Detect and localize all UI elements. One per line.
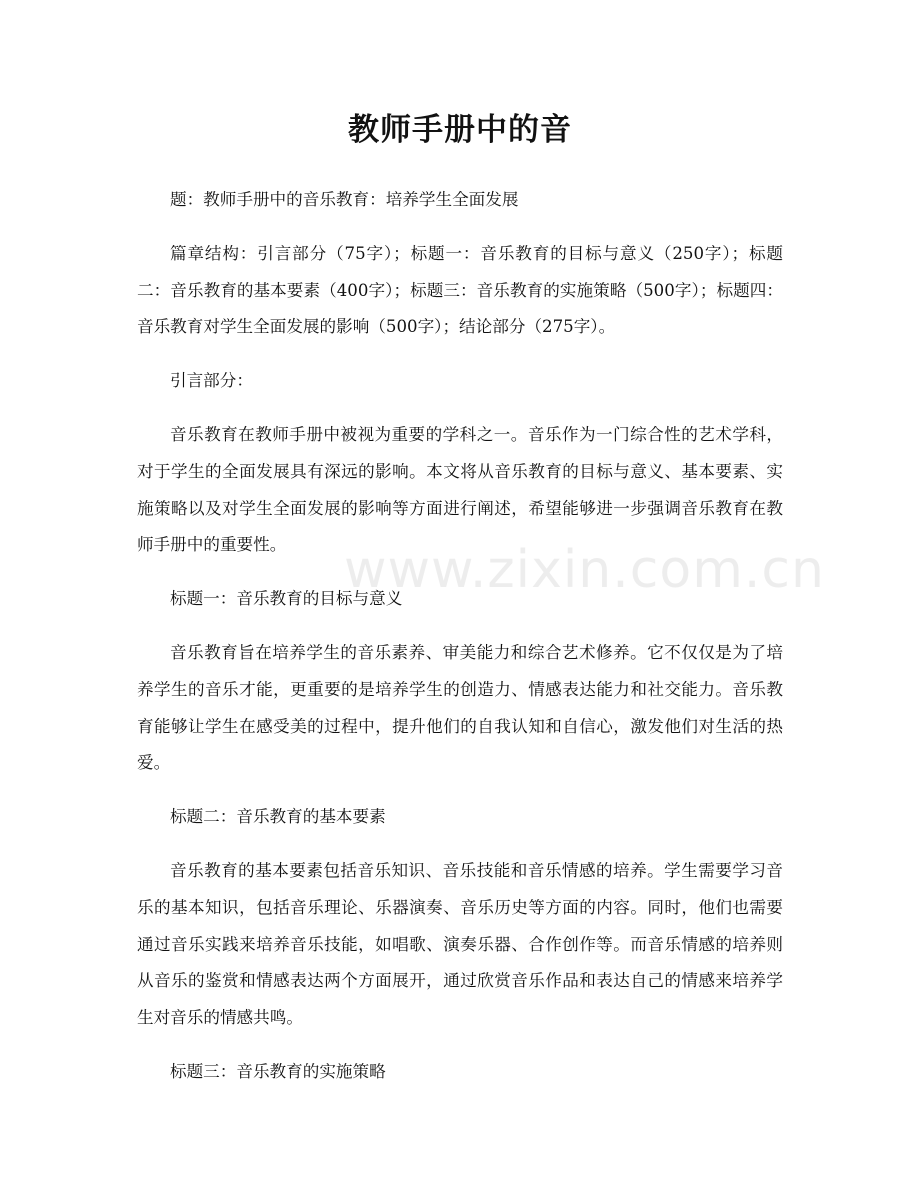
paragraph-section-1: 音乐教育旨在培养学生的音乐素养、审美能力和综合艺术修养。它不仅仅是为了培养学生的音乐才能，更重要的是培养学生的创造力、情感表达能力和社交能力。音乐教育能够让学生在感受美的过程中，提升他们的自我认知和自信心，激发他们对生活的热爱。 — [137, 642, 783, 773]
document-body — [137, 182, 783, 1091]
heading-section-1: 标题一：音乐教育的目标与意义 — [170, 589, 403, 609]
watermark: www.zixin.com.cn — [344, 540, 825, 600]
heading-introduction: 引言部分： — [170, 371, 253, 391]
document-title: 教师手册中的音 — [348, 112, 572, 148]
paragraph-introduction: 音乐教育在教师手册中被视为重要的学科之一。音乐作为一门综合性的艺术学科，对于学生的全面发展具有深远的影响。本文将从音乐教育的目标与意义、基本要素、实施策略以及对学生全面发展的影响等方面进行阐述，希望能够进一步强调音乐教育在教师手册中的重要性。 — [137, 424, 783, 555]
paragraph-structure: 篇章结构：引言部分（75字）；标题一：音乐教育的目标与意义（250字）；标题二：音乐教育的基本要素（400字）；标题三：音乐教育的实施策略（500字）；标题四：音乐教育对学生全面发展的影响（500字）；结论部分（275字）。 — [137, 243, 783, 337]
paragraph-section-2: 音乐教育的基本要素包括音乐知识、音乐技能和音乐情感的培养。学生需要学习音乐的基本知识，包括音乐理论、乐器演奏、音乐历史等方面的内容。同时，他们也需要通过音乐实践来培养音乐技能，如唱歌、演奏乐器、合作创作等。而音乐情感的培养则从音乐的鉴赏和情感表达两个方面展开，通过欣赏音乐作品和表达自己的情感来培养学生对音乐的情感共鸣。 — [137, 860, 783, 1028]
paragraph-topic: 题：教师手册中的音乐教育：培养学生全面发展 — [170, 190, 519, 209]
heading-section-3: 标题三：音乐教育的实施策略 — [170, 1061, 386, 1081]
heading-section-2: 标题二：音乐教育的基本要素 — [170, 807, 386, 827]
